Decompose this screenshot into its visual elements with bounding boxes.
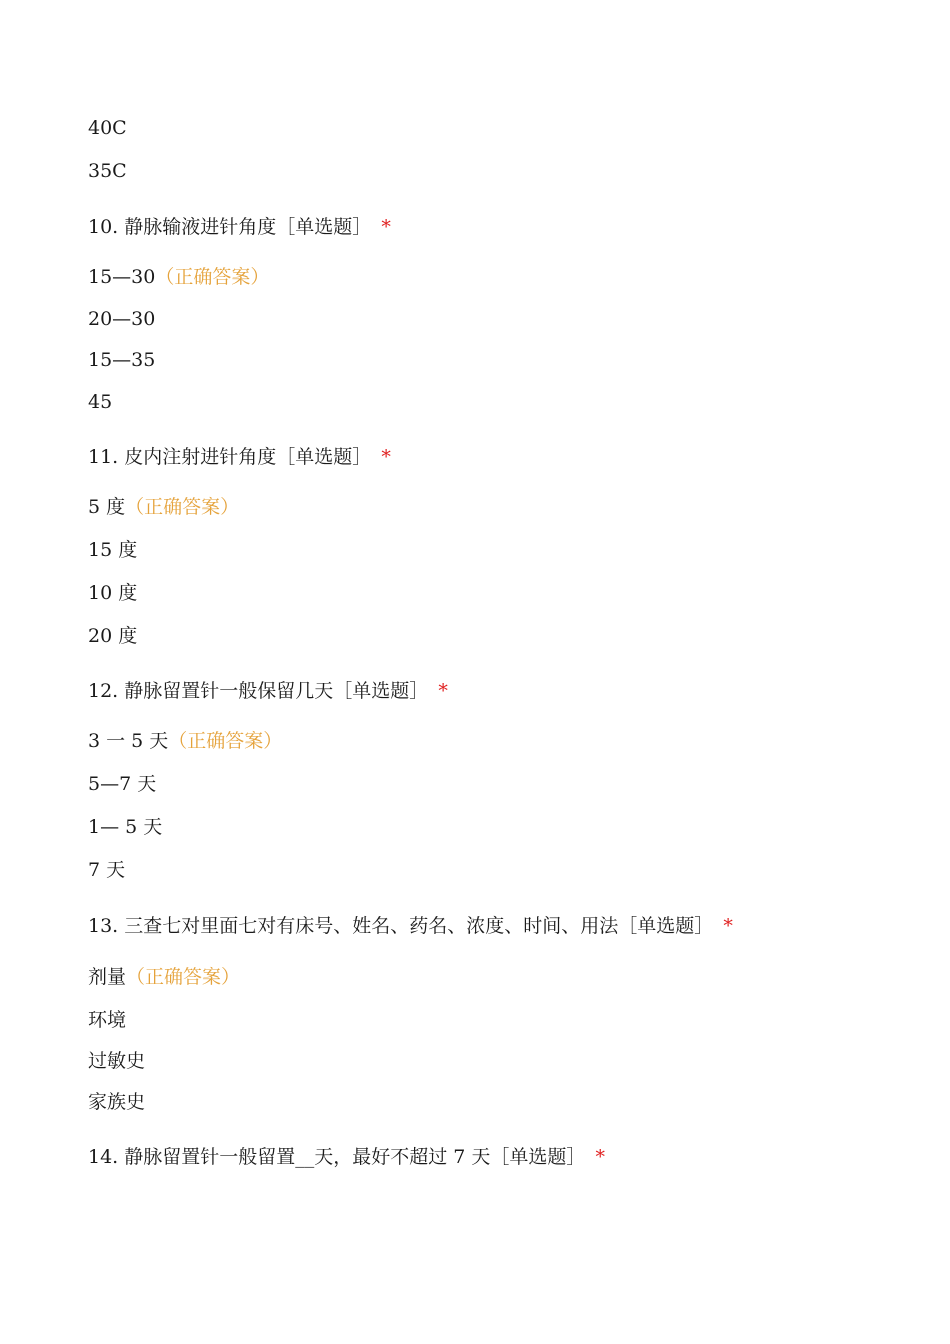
quiz-page	[88, 0, 888, 1344]
option-item	[88, 390, 112, 414]
question-number: 13.	[88, 915, 119, 937]
question-title	[88, 914, 733, 938]
option-item	[88, 1090, 145, 1114]
option-text: 剂量	[88, 966, 127, 988]
option-text: 15—35	[88, 349, 156, 371]
question-title	[88, 679, 448, 703]
question-title	[88, 445, 391, 469]
option-text: 35C	[88, 160, 127, 182]
required-mark: *	[438, 680, 448, 702]
option-item	[88, 265, 269, 289]
required-mark: *	[381, 446, 391, 468]
option-item	[88, 772, 156, 796]
required-mark: *	[381, 216, 391, 238]
required-mark: *	[723, 915, 733, 937]
option-text: 家族史	[88, 1091, 146, 1113]
correct-answer-label: （正确答案）	[126, 966, 241, 988]
option-text: 3 一 5 天	[88, 730, 169, 752]
option-text: 环境	[88, 1009, 127, 1031]
option-text: 过敏史	[88, 1050, 146, 1072]
option-text: 20—30	[88, 308, 156, 330]
option-text: 15—30	[88, 266, 156, 288]
correct-answer-label: （正确答案）	[125, 496, 240, 518]
question-title	[88, 1145, 605, 1169]
option-item	[88, 307, 155, 331]
option-item	[88, 116, 127, 140]
option-text: 5 度	[88, 496, 126, 518]
correct-answer-label: （正确答案）	[155, 266, 270, 288]
question-text: 皮内注射进针角度［单选题］	[124, 446, 372, 468]
option-item	[88, 581, 137, 605]
option-item	[88, 1008, 126, 1032]
option-text: 15 度	[88, 539, 138, 561]
option-text: 20 度	[88, 625, 138, 647]
question-text: 静脉留置针一般保留几天［单选题］	[124, 680, 429, 702]
correct-answer-label: （正确答案）	[168, 730, 283, 752]
option-text: 7 天	[88, 859, 126, 881]
option-text: 40C	[88, 117, 127, 139]
option-item	[88, 624, 137, 648]
option-text: 1— 5 天	[88, 816, 163, 838]
option-item	[88, 729, 282, 753]
option-item	[88, 965, 240, 989]
option-item	[88, 159, 127, 183]
question-number: 10.	[88, 216, 119, 238]
option-item	[88, 815, 162, 839]
option-item	[88, 348, 155, 372]
option-text: 10 度	[88, 582, 138, 604]
question-number: 14.	[88, 1146, 119, 1168]
option-text: 5—7 天	[88, 773, 157, 795]
question-text: 静脉输液进针角度［单选题］	[124, 216, 372, 238]
option-text: 45	[88, 391, 113, 413]
option-item	[88, 858, 125, 882]
question-text: 静脉留置针一般留置__天，最好不超过 7 天［单选题］	[124, 1146, 586, 1168]
option-item	[88, 1049, 145, 1073]
question-title	[88, 215, 391, 239]
question-number: 11.	[88, 446, 119, 468]
required-mark: *	[595, 1146, 605, 1168]
question-number: 12.	[88, 680, 119, 702]
option-item	[88, 495, 239, 519]
option-item	[88, 538, 137, 562]
question-text: 三查七对里面七对有床号、姓名、药名、浓度、时间、用法［单选题］	[124, 915, 714, 937]
